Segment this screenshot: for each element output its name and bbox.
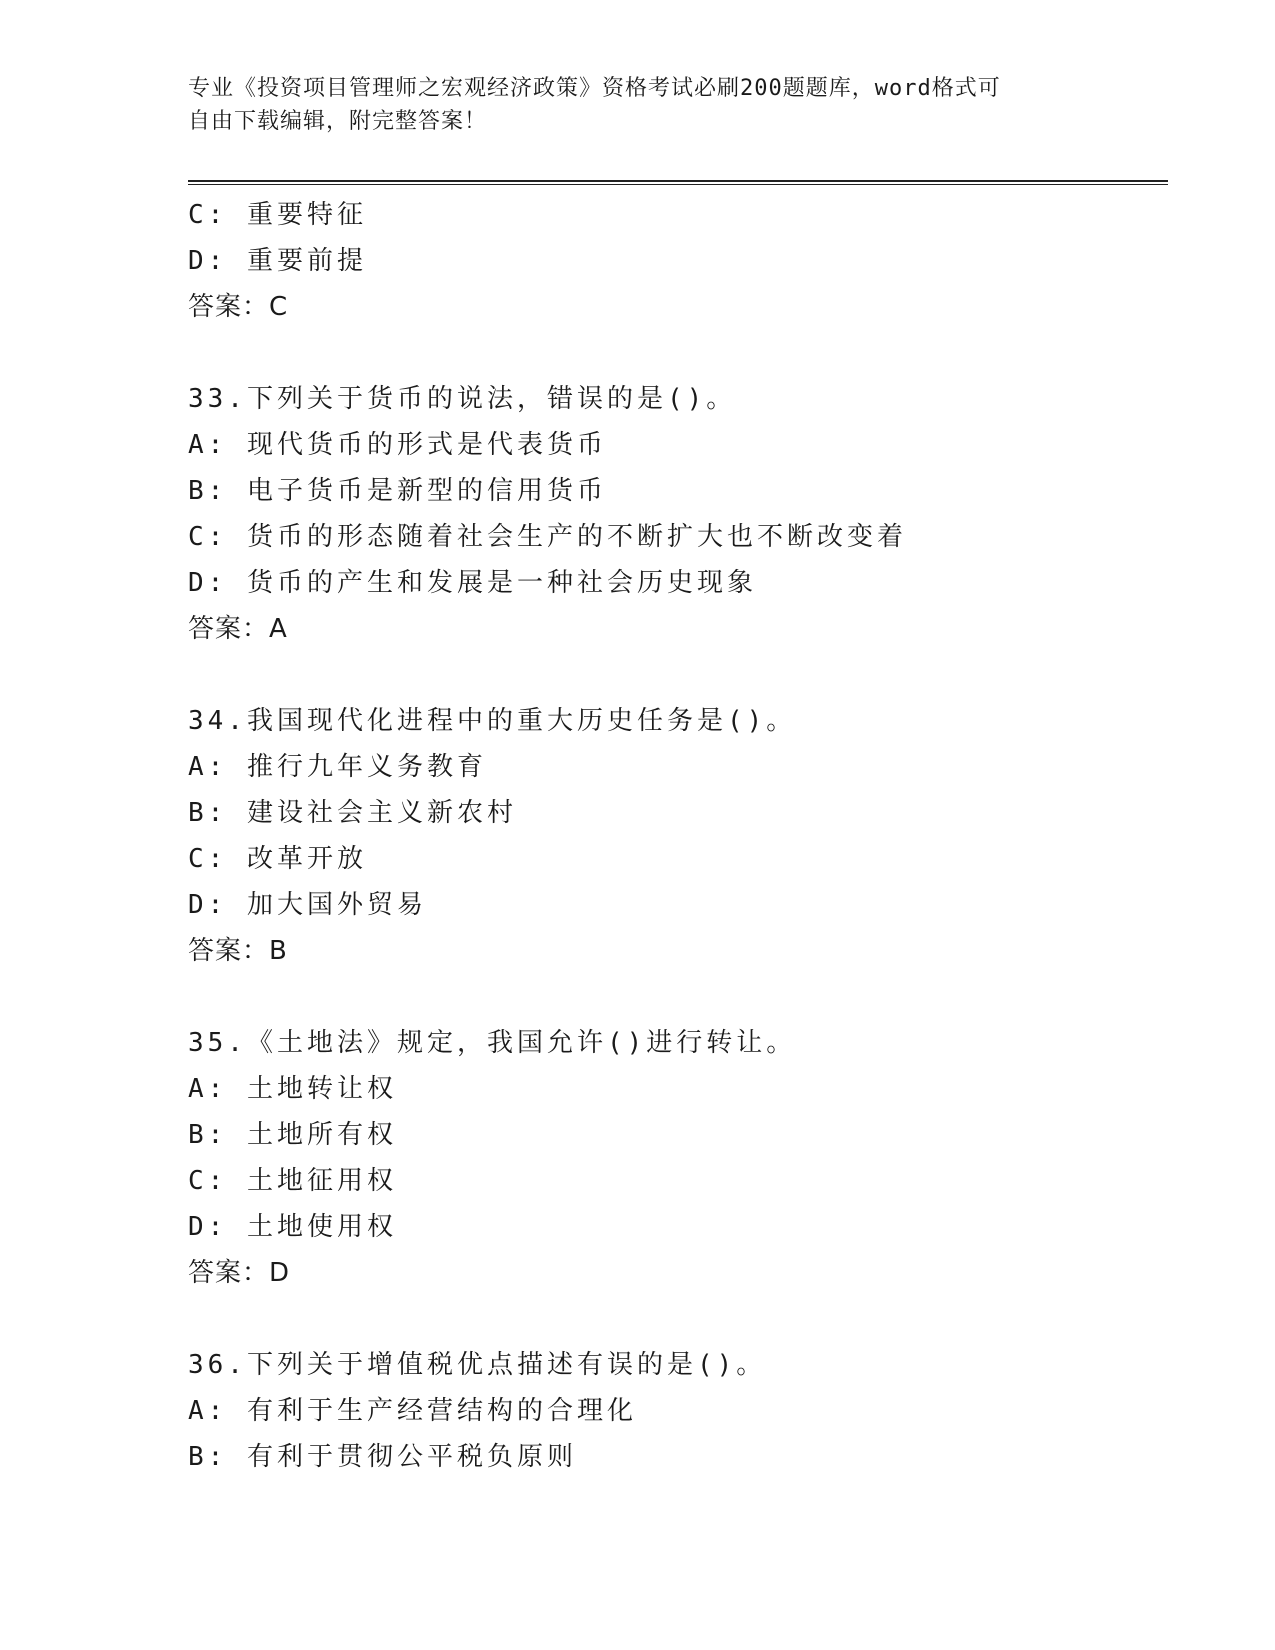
option-line: C: 货币的形态随着社会生产的不断扩大也不断改变着 [188,522,907,552]
answer-line: 答案：A [188,614,288,644]
question-block-34 [188,698,1168,974]
answer-line: 答案：C [188,292,289,322]
option-line: C: 重要特征 [188,200,367,230]
option-line: B: 电子货币是新型的信用货币 [188,476,607,506]
option-line: B: 土地所有权 [188,1120,397,1150]
question-block-33 [188,376,1168,652]
option-line: D: 土地使用权 [188,1212,397,1242]
option-line: C: 土地征用权 [188,1166,397,1196]
header-line-2: 自由下载编辑，附完整答案！ [188,109,488,134]
question-block-35 [188,1020,1168,1296]
option-line: C: 改革开放 [188,844,367,874]
spacer [188,974,1168,1020]
answer-line: 答案：B [188,936,288,966]
question-stem: 35.《土地法》规定，我国允许()进行转让。 [188,1028,797,1058]
option-line: B: 有利于贯彻公平税负原则 [188,1442,577,1472]
option-line: D: 重要前提 [188,246,367,276]
option-line: D: 货币的产生和发展是一种社会历史现象 [188,568,757,598]
answer-line: 答案：D [188,1258,291,1288]
question-block-36 [188,1342,1168,1480]
question-stem: 36.下列关于增值税优点描述有误的是()。 [188,1350,767,1380]
spacer [188,652,1168,698]
spacer [188,1296,1168,1342]
spacer [188,330,1168,376]
header-line-1: 专业《投资项目管理师之宏观经济政策》资格考试必刷200题题库，word格式可 [188,76,1001,101]
carryover-block [188,192,1168,330]
option-line: A: 有利于生产经营结构的合理化 [188,1396,637,1426]
option-line: A: 现代货币的形式是代表货币 [188,430,607,460]
option-line: B: 建设社会主义新农村 [188,798,517,828]
question-list [188,192,1168,1480]
header-divider [188,180,1168,185]
option-line: D: 加大国外贸易 [188,890,427,920]
option-line: A: 土地转让权 [188,1074,397,1104]
question-stem: 34.我国现代化进程中的重大历史任务是()。 [188,706,797,736]
page-header [188,72,1088,138]
option-line: A: 推行九年义务教育 [188,752,487,782]
question-stem: 33.下列关于货币的说法，错误的是()。 [188,384,737,414]
